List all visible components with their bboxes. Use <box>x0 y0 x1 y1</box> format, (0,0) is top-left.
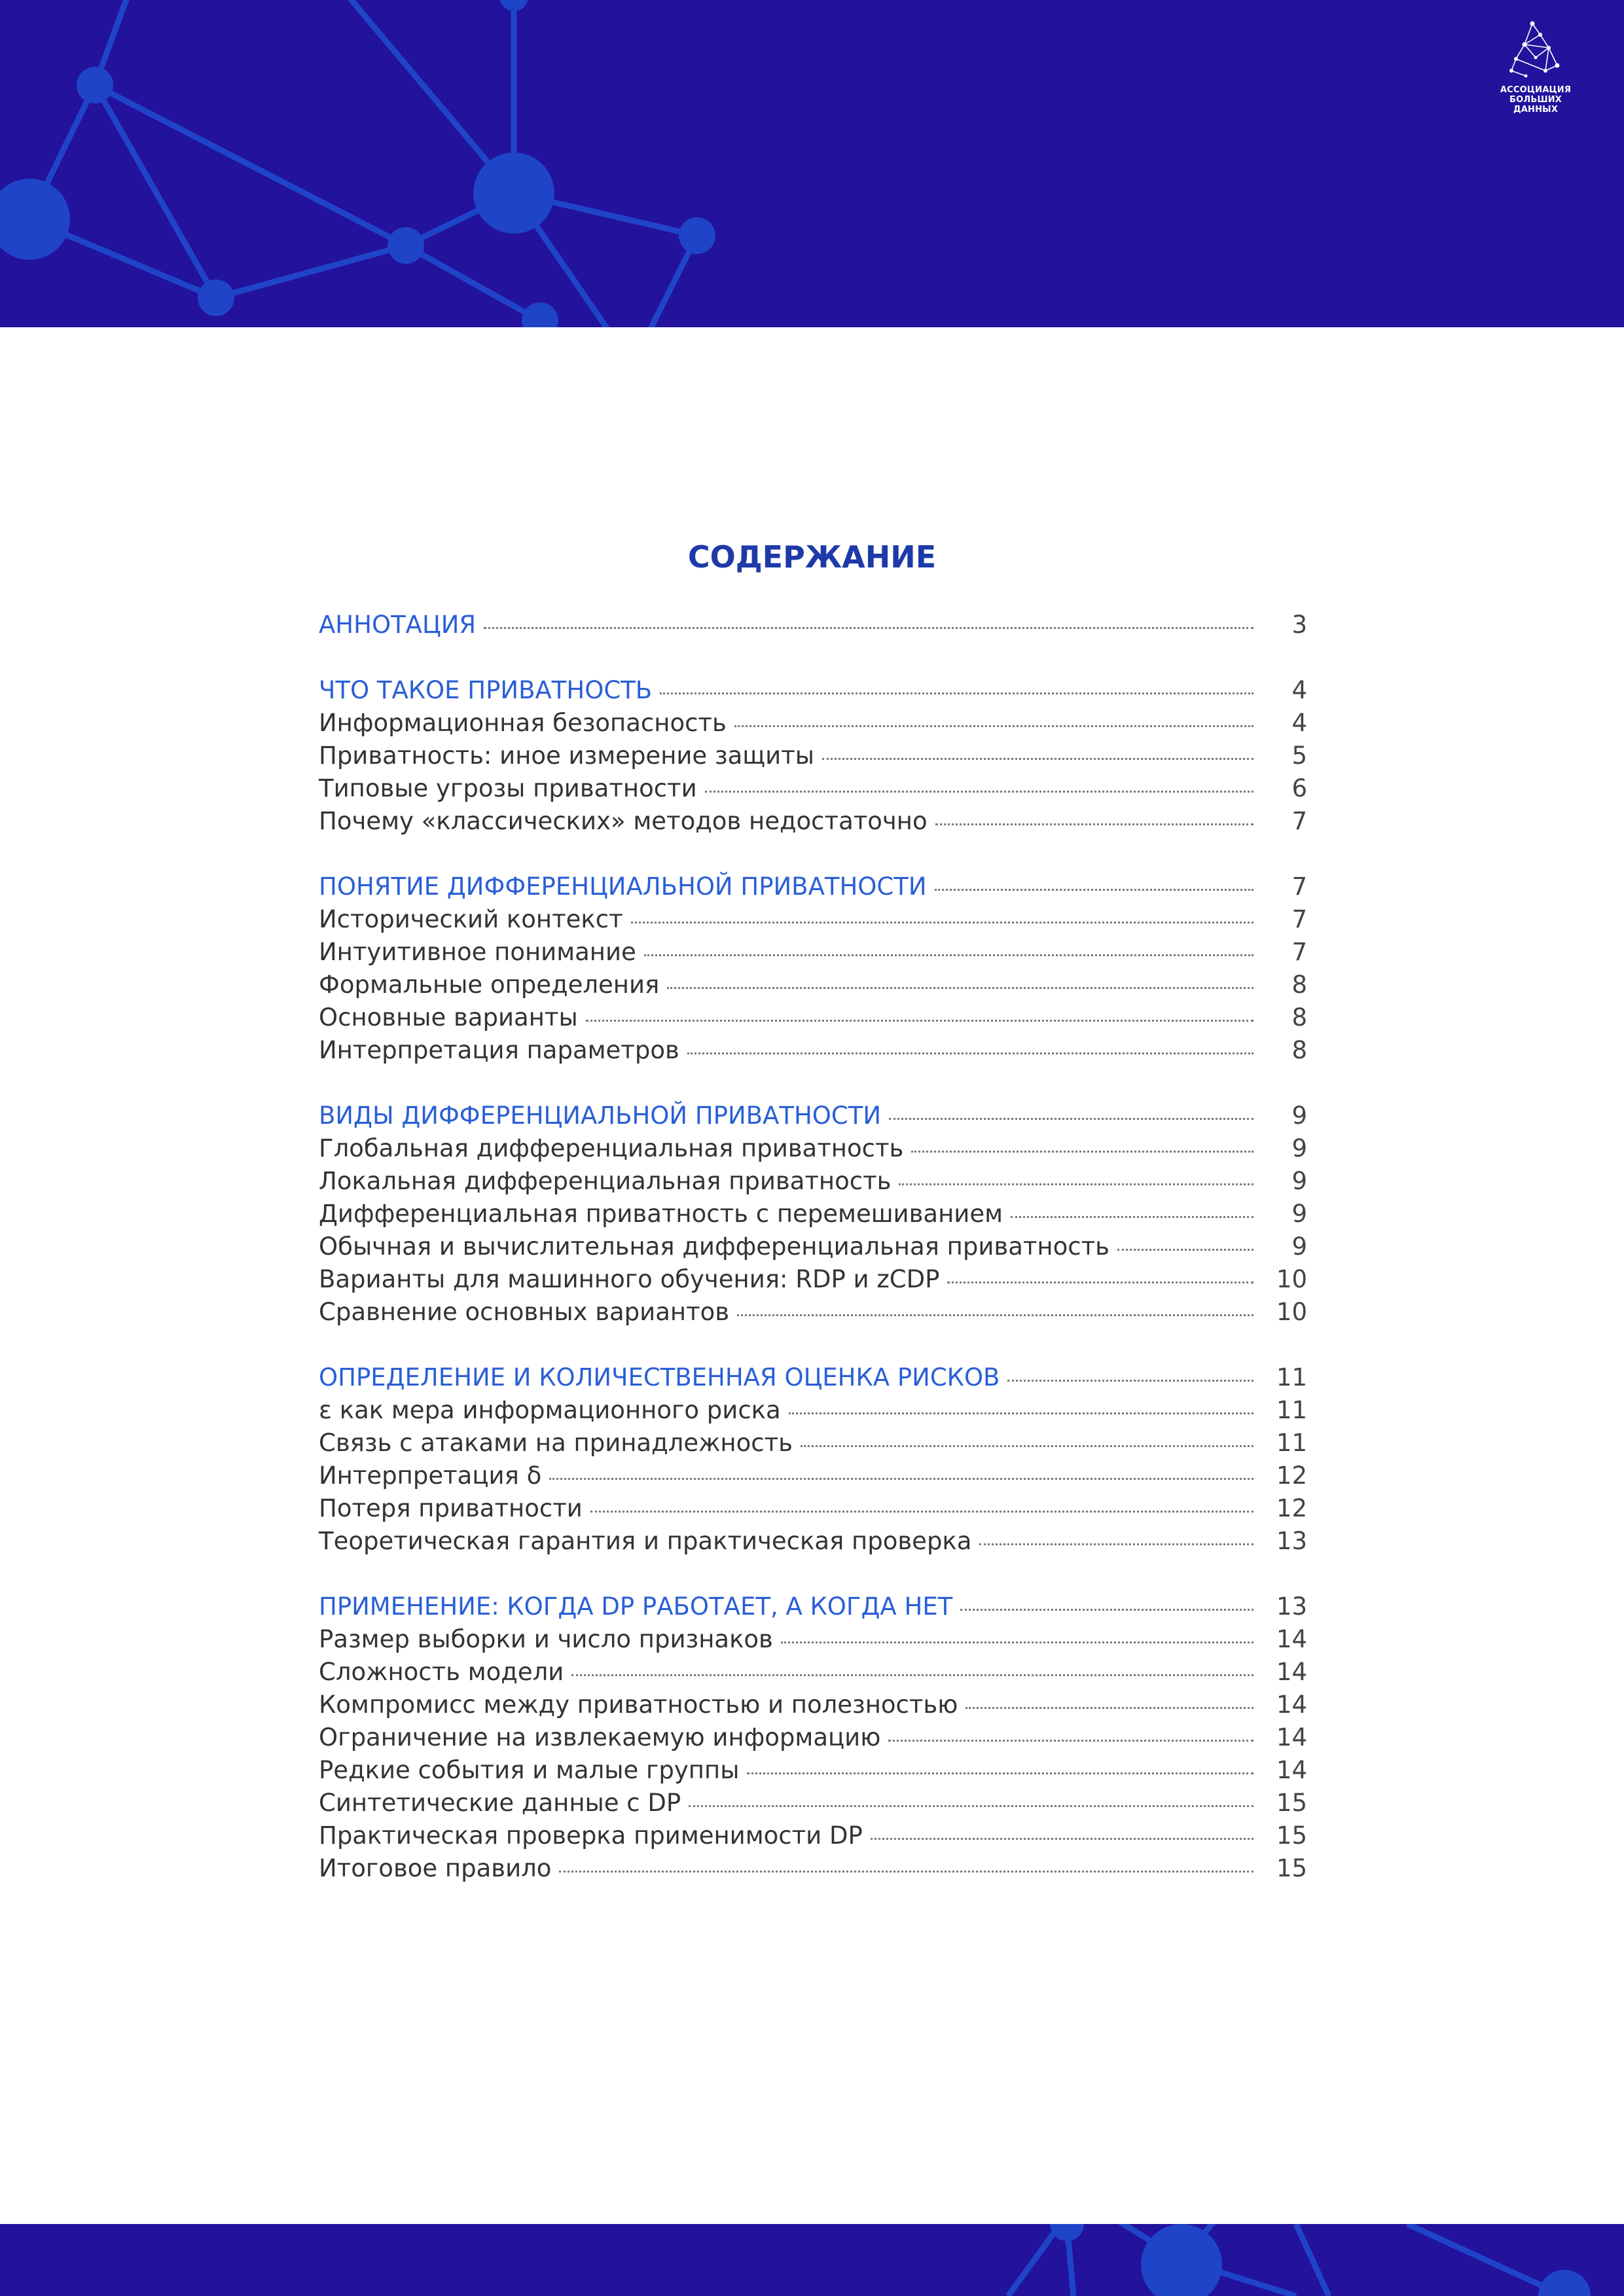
dot-leader <box>822 758 1254 760</box>
toc-item-label: Варианты для машинного обучения: RDP и zCDP <box>319 1265 940 1293</box>
toc-section-heading[interactable] <box>319 870 1307 903</box>
toc-page-number: 14 <box>1276 1756 1307 1784</box>
toc-item-label: Интерпретация параметров <box>319 1036 679 1064</box>
toc-page-number: 14 <box>1276 1723 1307 1751</box>
constellation-logo-icon <box>1500 18 1572 84</box>
toc-item-label: Почему «классических» методов недостаточно <box>319 807 928 835</box>
toc-item[interactable] <box>319 1034 1307 1067</box>
toc-page-number: 15 <box>1276 1854 1307 1882</box>
toc-page-number: 5 <box>1291 742 1307 770</box>
toc-section <box>319 674 1307 838</box>
toc-page-number: 9 <box>1291 1134 1307 1162</box>
toc-page-number: 14 <box>1276 1691 1307 1719</box>
toc-page-number: 4 <box>1291 676 1307 704</box>
toc-item-label: Теоретическая гарантия и практическая проверка <box>319 1527 972 1555</box>
toc-item-label: Исторический контекст <box>319 905 623 933</box>
dot-leader <box>689 1805 1254 1807</box>
toc-item-label: Практическая проверка применимости DP <box>319 1821 863 1850</box>
dot-leader <box>660 692 1254 694</box>
toc-item[interactable] <box>319 1132 1307 1165</box>
toc-item-label: Глобальная дифференциальная приватность <box>319 1134 904 1162</box>
toc-item[interactable] <box>319 1165 1307 1198</box>
toc-page-number: 8 <box>1291 1036 1307 1064</box>
toc-item-label: Потеря приватности <box>319 1494 583 1522</box>
dot-leader <box>484 627 1254 629</box>
logo-text-line1: АССОЦИАЦИЯ <box>1500 85 1572 95</box>
toc-section <box>319 1100 1307 1329</box>
toc-page-number: 13 <box>1276 1527 1307 1555</box>
toc-item-label: Размер выборки и число признаков <box>319 1625 773 1653</box>
toc-page-number: 6 <box>1291 774 1307 802</box>
dot-leader <box>781 1641 1254 1643</box>
toc-page-number: 9 <box>1291 1200 1307 1228</box>
toc-item[interactable] <box>319 740 1307 772</box>
toc-item[interactable] <box>319 1787 1307 1820</box>
toc-item[interactable] <box>319 1820 1307 1852</box>
dot-leader <box>571 1674 1254 1676</box>
toc-item[interactable] <box>319 903 1307 936</box>
table-of-contents <box>319 609 1307 1918</box>
toc-item[interactable] <box>319 1689 1307 1721</box>
toc-item[interactable] <box>319 1623 1307 1656</box>
toc-item-label: Типовые угрозы приватности <box>319 774 697 802</box>
toc-item[interactable] <box>319 1230 1307 1263</box>
toc-item-label: Итоговое правило <box>319 1854 552 1882</box>
toc-page-number: 3 <box>1291 611 1307 639</box>
toc-item-label: ε как мера информационного риска <box>319 1396 781 1424</box>
toc-item-label: Компромисс между приватностью и полезностью <box>319 1691 958 1719</box>
toc-item-label: Интуитивное понимание <box>319 938 636 966</box>
top-banner <box>0 0 1624 327</box>
toc-item[interactable] <box>319 1525 1307 1558</box>
toc-item[interactable] <box>319 1198 1307 1230</box>
toc-page-number: 9 <box>1291 1167 1307 1195</box>
dot-leader <box>559 1871 1254 1873</box>
toc-item[interactable] <box>319 1721 1307 1754</box>
toc-page-number: 14 <box>1276 1625 1307 1653</box>
toc-page-number: 15 <box>1276 1821 1307 1850</box>
toc-section <box>319 1361 1307 1558</box>
toc-item-label: Приватность: иное измерение защиты <box>319 742 814 770</box>
network-decoration-bottom <box>0 2224 1624 2296</box>
toc-page-number: 7 <box>1291 905 1307 933</box>
toc-page-number: 12 <box>1276 1462 1307 1490</box>
toc-section-label: ПОНЯТИЕ ДИФФЕРЕНЦИАЛЬНОЙ ПРИВАТНОСТИ <box>319 872 927 901</box>
dot-leader <box>549 1478 1254 1480</box>
toc-page-number: 11 <box>1276 1396 1307 1424</box>
toc-item[interactable] <box>319 1263 1307 1296</box>
toc-item-label: Основные варианты <box>319 1003 578 1031</box>
toc-page-number: 11 <box>1276 1429 1307 1457</box>
toc-page-number: 7 <box>1291 807 1307 835</box>
toc-item[interactable] <box>319 1427 1307 1460</box>
page-title: СОДЕРЖАНИЕ <box>687 539 937 575</box>
toc-page-number: 15 <box>1276 1789 1307 1817</box>
toc-item[interactable] <box>319 1394 1307 1427</box>
dot-leader <box>1007 1380 1254 1382</box>
toc-item[interactable] <box>319 707 1307 740</box>
toc-page-number: 7 <box>1291 938 1307 966</box>
dot-leader <box>935 889 1254 891</box>
dot-leader <box>911 1151 1254 1153</box>
dot-leader <box>888 1740 1254 1742</box>
dot-leader <box>1117 1249 1254 1251</box>
toc-page-number: 13 <box>1276 1592 1307 1621</box>
network-decoration <box>0 0 1624 327</box>
dot-leader <box>960 1609 1254 1611</box>
toc-section-heading[interactable] <box>319 1100 1307 1132</box>
dot-leader <box>1011 1216 1254 1218</box>
toc-item[interactable] <box>319 936 1307 969</box>
toc-item-label: Дифференциальная приватность с перемешиванием <box>319 1200 1003 1228</box>
toc-item[interactable] <box>319 805 1307 838</box>
toc-item-label: Синтетические данные с DP <box>319 1789 681 1817</box>
toc-section-label: ПРИМЕНЕНИЕ: КОГДА DP РАБОТАЕТ, А КОГДА НЕТ <box>319 1592 953 1621</box>
toc-item[interactable] <box>319 969 1307 1001</box>
toc-section-label: АННОТАЦИЯ <box>319 611 477 639</box>
toc-section-heading[interactable] <box>319 1590 1307 1623</box>
association-logo <box>1487 18 1585 115</box>
dot-leader <box>871 1838 1254 1840</box>
toc-page-number: 4 <box>1291 709 1307 737</box>
toc-item-label: Интерпретация δ <box>319 1462 542 1490</box>
toc-section-heading[interactable] <box>319 609 1307 641</box>
dot-leader <box>899 1183 1254 1185</box>
dot-leader <box>586 1020 1254 1022</box>
toc-section-heading[interactable] <box>319 674 1307 707</box>
toc-item[interactable] <box>319 1296 1307 1329</box>
toc-page-number: 9 <box>1291 1102 1307 1130</box>
toc-page-number: 7 <box>1291 872 1307 901</box>
toc-item[interactable] <box>319 1001 1307 1034</box>
toc-page-number: 12 <box>1276 1494 1307 1522</box>
dot-leader <box>965 1707 1254 1709</box>
dot-leader <box>889 1118 1254 1120</box>
toc-item-label: Обычная и вычислительная дифференциальная приватность <box>319 1232 1110 1261</box>
toc-section-label: ВИДЫ ДИФФЕРЕНЦИАЛЬНОЙ ПРИВАТНОСТИ <box>319 1102 882 1130</box>
toc-section-label: ЧТО ТАКОЕ ПРИВАТНОСТЬ <box>319 676 653 704</box>
toc-page-number: 9 <box>1291 1232 1307 1261</box>
toc-page-number: 11 <box>1276 1363 1307 1391</box>
toc-item-label: Ограничение на извлекаемую информацию <box>319 1723 881 1751</box>
dot-leader <box>644 954 1254 956</box>
dot-leader <box>789 1412 1254 1414</box>
toc-item[interactable] <box>319 1852 1307 1885</box>
dot-leader <box>590 1511 1254 1513</box>
logo-text-line2: БОЛЬШИХ ДАННЫХ <box>1509 95 1562 115</box>
toc-item-label: Сравнение основных вариантов <box>319 1298 730 1326</box>
toc-item-label: Информационная безопасность <box>319 709 727 737</box>
dot-leader <box>935 823 1254 825</box>
toc-section <box>319 870 1307 1067</box>
toc-page-number: 10 <box>1276 1298 1307 1326</box>
dot-leader <box>631 922 1254 924</box>
toc-item[interactable] <box>319 1460 1307 1492</box>
bottom-banner <box>0 2224 1624 2296</box>
dot-leader <box>747 1772 1254 1774</box>
toc-page-number: 10 <box>1276 1265 1307 1293</box>
toc-item[interactable] <box>319 1754 1307 1787</box>
dot-leader <box>687 1052 1254 1054</box>
toc-item-label: Сложность модели <box>319 1658 564 1686</box>
toc-item[interactable] <box>319 1492 1307 1525</box>
toc-section <box>319 1590 1307 1885</box>
dot-leader <box>979 1543 1254 1545</box>
dot-leader <box>947 1282 1254 1283</box>
toc-item-label: Связь с атаками на принадлежность <box>319 1429 793 1457</box>
toc-item-label: Формальные определения <box>319 971 660 999</box>
toc-section-heading[interactable] <box>319 1361 1307 1394</box>
toc-item-label: Локальная дифференциальная приватность <box>319 1167 892 1195</box>
toc-page-number: 14 <box>1276 1658 1307 1686</box>
dot-leader <box>705 791 1254 793</box>
toc-page-number: 8 <box>1291 971 1307 999</box>
toc-item[interactable] <box>319 1656 1307 1689</box>
toc-section-label: ОПРЕДЕЛЕНИЕ И КОЛИЧЕСТВЕННАЯ ОЦЕНКА РИСКОВ <box>319 1363 1000 1391</box>
dot-leader <box>737 1314 1254 1316</box>
dot-leader <box>734 725 1254 727</box>
dot-leader <box>801 1445 1254 1447</box>
toc-item-label: Редкие события и малые группы <box>319 1756 740 1784</box>
toc-section <box>319 609 1307 641</box>
toc-page-number: 8 <box>1291 1003 1307 1031</box>
dot-leader <box>667 987 1254 989</box>
toc-item[interactable] <box>319 772 1307 805</box>
